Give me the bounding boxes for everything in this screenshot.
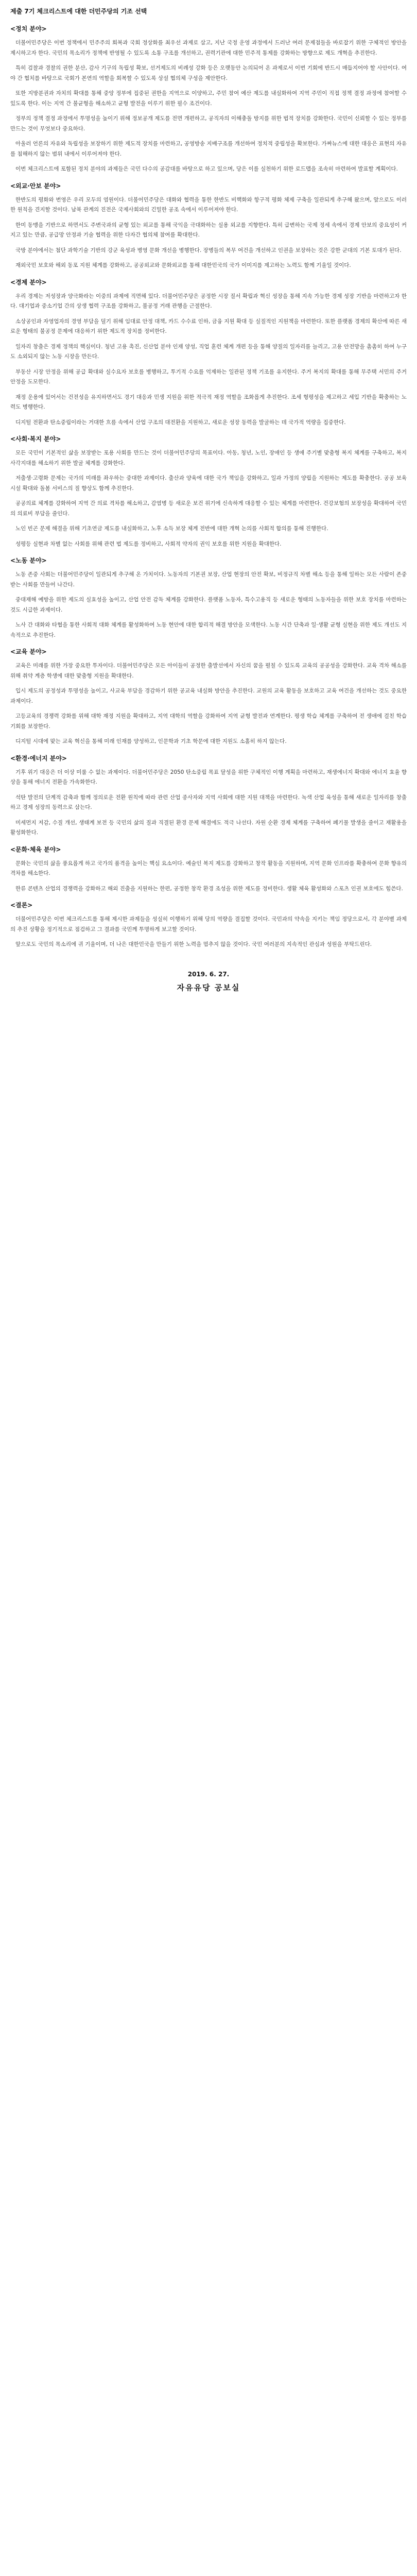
body-paragraph: 입시 제도의 공정성과 투명성을 높이고, 사교육 부담을 경감하기 위한 공교육 내실화 방안을 추진한다. 교원의 교육 활동을 보호하고 교육 여건을 개선하는 것도 중요한 과제이다. (10, 688, 407, 704)
body-paragraph: 한미 동맹을 기반으로 하면서도 주변국과의 균형 있는 외교를 통해 국익을 극대화하는 실용 외교를 지향한다. 특히 급변하는 국제 정세 속에서 경제 안보의 중요성이 커지고 있는 만큼, 공급망 안정과 기술 협력을 위한 다자간 협의체 참여를 확대한다. (10, 222, 407, 238)
body-paragraph: 디지털 시대에 맞는 교육 혁신을 통해 미래 인재를 양성하고, 인문학과 기초 학문에 대한 지원도 소홀히 하지 않는다. (15, 738, 287, 744)
document-section (10, 435, 407, 549)
section-heading: <사회·복지 분야> (10, 435, 61, 443)
section-heading: <결론> (10, 902, 33, 909)
document-section (10, 648, 407, 747)
section-heading: <문화·체육 분야> (10, 845, 61, 853)
body-paragraph: 문화는 국민의 삶을 풍요롭게 하고 국가의 품격을 높이는 핵심 요소이다. 예술인 복지 제도를 강화하고 창작 활동을 지원하며, 지역 문화 인프라를 확충하여 문화 향유의 격차를 해소한다. (10, 860, 407, 876)
body-paragraph: 부동산 시장 안정을 위해 공급 확대와 실수요자 보호를 병행하고, 투기적 수요를 억제하는 일관된 정책 기조를 유지한다. 주거 복지의 확대를 통해 무주택 서민의 주거 안정을 도모한다. (10, 368, 407, 385)
body-paragraph: 석탄 발전의 단계적 감축과 함께 정의로운 전환 원칙에 따라 관련 산업 종사자와 지역 사회에 대한 지원 대책을 마련한다. 녹색 산업 육성을 통해 새로운 일자리를 창출하고 경제 성장의 동력으로 삼는다. (10, 794, 407, 810)
document-section (10, 182, 407, 271)
body-paragraph: 한반도의 평화와 번영은 우리 모두의 염원이다. 더불어민주당은 대화와 협력을 통한 한반도 비핵화와 항구적 평화 체제 구축을 일관되게 추구해 왔으며, 앞으로도 이러한 원칙을 견지할 것이다. 남북 관계의 진전은 국제사회와의 긴밀한 공조 속에서 이루어져야 한다. (10, 196, 407, 213)
document-section (10, 556, 407, 640)
body-paragraph: 공공의료 체계를 강화하여 지역 간 의료 격차를 해소하고, 감염병 등 새로운 보건 위기에 신속하게 대응할 수 있는 체계를 마련한다. 건강보험의 보장성을 확대하여 국민의 의료비 부담을 줄인다. (10, 500, 407, 517)
document-title: 제출 7기 체크리스트에 대한 더민주당의 기조 선택 (10, 8, 147, 15)
section-heading: <정치 분야> (10, 25, 47, 32)
footer-date: 2019. 6. 27. (187, 970, 230, 978)
document-body (10, 25, 407, 950)
section-heading: <교육 분야> (10, 648, 47, 655)
body-paragraph: 일자리 창출은 경제 정책의 핵심이다. 청년 고용 촉진, 신산업 분야 인재 양성, 직업 훈련 체계 개편 등을 통해 양질의 일자리를 늘리고, 고용 안전망을 촘촘히 하여 누구도 소외되지 않는 노동 시장을 만든다. (10, 343, 407, 360)
document-footer (10, 971, 407, 993)
body-paragraph: 한류 콘텐츠 산업의 경쟁력을 강화하고 해외 진출을 지원하는 한편, 공정한 창작 환경 조성을 위한 제도를 정비한다. 생활 체육 활성화와 스포츠 인권 보호에도 힘쓴다. (15, 885, 403, 892)
section-heading: <노동 분야> (10, 557, 47, 564)
body-paragraph: 소상공인과 자영업자의 경영 부담을 덜기 위해 임대료 안정 대책, 카드 수수료 인하, 금융 지원 확대 등 실질적인 지원책을 마련한다. 또한 플랫폼 경제의 확산에 따른 새로운 형태의 불공정 문제에 대응하기 위한 제도적 장치를 정비한다. (10, 318, 407, 334)
body-paragraph: 아울러 언론의 자유와 독립성을 보장하기 위한 제도적 장치를 마련하고, 공영방송 지배구조를 개선하여 정치적 중립성을 확보한다. 가짜뉴스에 대한 대응은 표현의 자유를 침해하지 않는 범위 내에서 이루어져야 한다. (10, 141, 407, 157)
body-paragraph: 더불어민주당은 이번 체크리스트를 통해 제시한 과제들을 성실히 이행하기 위해 당의 역량을 결집할 것이다. 국민과의 약속을 지키는 책임 정당으로서, 각 분야별 과제의 추진 상황을 정기적으로 점검하고 그 결과를 국민께 투명하게 보고할 것이다. (10, 916, 407, 933)
body-paragraph: 디지털 전환과 탄소중립이라는 거대한 흐름 속에서 산업 구조의 대전환을 지원하고, 새로운 성장 동력을 발굴하는 데 국가적 역량을 집중한다. (15, 419, 346, 426)
body-paragraph: 재정 운용에 있어서는 건전성을 유지하면서도 경기 대응과 민생 지원을 위한 적극적 재정 역할을 조화롭게 추진한다. 조세 형평성을 제고하고 세입 기반을 확충하는 노력도 병행한다. (10, 394, 407, 410)
document-section (10, 901, 407, 950)
footer-organization: 자유유당 공보실 (177, 982, 240, 992)
body-paragraph: 우리 경제는 저성장과 양극화라는 이중의 과제에 직면해 있다. 더불어민주당은 공정한 시장 질서 확립과 혁신 성장을 통해 지속 가능한 경제 성장 기반을 마련하고자 한다. 대기업과 중소기업 간의 상생 협력 구조를 강화하고, 불공정 거래 관행을 근절한다. (10, 293, 407, 309)
body-paragraph: 또한 지방분권과 자치의 확대를 통해 중앙 정부에 집중된 권한을 지역으로 이양하고, 주민 참여 예산 제도를 내실화하여 지역 주민이 직접 정책 결정 과정에 참여할 수 있도록 한다. 이는 지역 간 불균형을 해소하고 균형 발전을 이루기 위한 필수 조건이다. (10, 90, 407, 107)
body-paragraph: 모든 국민이 기본적인 삶을 보장받는 포용 사회를 만드는 것이 더불어민주당의 목표이다. 아동, 청년, 노인, 장애인 등 생애 주기별 맞춤형 복지 체계를 구축하고, 복지 사각지대를 해소하기 위한 발굴 체계를 강화한다. (10, 450, 407, 466)
document-section (10, 754, 407, 838)
section-heading: <외교·안보 분야> (10, 182, 61, 190)
body-paragraph: 기후 위기 대응은 더 이상 미룰 수 없는 과제이다. 더불어민주당은 2050 탄소중립 목표 달성을 위한 구체적인 이행 계획을 마련하고, 재생에너지 확대와 에너지 효율 향상을 통해 에너지 전환을 가속화한다. (10, 769, 407, 785)
body-paragraph: 교육은 미래를 위한 가장 중요한 투자이다. 더불어민주당은 모든 아이들이 공정한 출발선에서 자신의 꿈을 펼칠 수 있도록 교육의 공공성을 강화한다. 교육 격차 해소를 위해 취약 계층 학생에 대한 맞춤형 지원을 확대한다. (10, 663, 407, 679)
body-paragraph: 성평등 실현과 차별 없는 사회를 위해 관련 법 제도를 정비하고, 사회적 약자의 권익 보호를 위한 지원을 확대한다. (15, 540, 282, 547)
body-paragraph: 앞으로도 국민의 목소리에 귀 기울이며, 더 나은 대한민국을 만들기 위한 노력을 멈추지 않을 것이다. 국민 여러분의 지속적인 관심과 성원을 부탁드린다. (15, 941, 372, 947)
section-heading: <경제 분야> (10, 278, 47, 286)
body-paragraph: 중대재해 예방을 위한 제도의 실효성을 높이고, 산업 안전 감독 체계를 강화한다. 플랫폼 노동자, 특수고용직 등 새로운 형태의 노동자들을 위한 보호 장치를 마련하는 것도 시급한 과제이다. (10, 597, 407, 613)
body-paragraph: 재외국민 보호와 해외 동포 지원 체계를 강화하고, 공공외교와 문화외교를 통해 대한민국의 국가 이미지를 제고하는 노력도 함께 기울일 것이다. (15, 262, 351, 268)
body-paragraph: 노사 간 대화와 타협을 통한 사회적 대화 체계를 활성화하여 노동 현안에 대한 합리적 해결 방안을 모색한다. 노동 시간 단축과 일·생활 균형 실현을 위한 제도 개선도 지속적으로 추진한다. (10, 622, 407, 638)
document-section (10, 278, 407, 428)
document-page (0, 0, 417, 993)
body-paragraph: 특히 검찰과 경찰의 권한 분산, 감사 기구의 독립성 확보, 선거제도의 비례성 강화 등은 오랫동안 논의되어 온 과제로서 이번 기회에 반드시 매듭지어야 할 사안이다. 여야 간 협치를 바탕으로 국회가 본연의 역할을 회복할 수 있도록 상설 협의체 구성을 제안한다. (10, 65, 407, 81)
document-section (10, 845, 407, 894)
section-heading: <환경·에너지 분야> (10, 754, 67, 762)
body-paragraph: 미세먼지 저감, 수질 개선, 생태계 보전 등 국민의 삶의 질과 직결된 환경 문제 해결에도 적극 나선다. 자원 순환 경제 체계를 구축하여 폐기물 발생을 줄이고 재활용을 활성화한다. (10, 819, 407, 836)
body-paragraph: 고등교육의 경쟁력 강화를 위해 대학 재정 지원을 확대하고, 지역 대학의 역할을 강화하여 지역 균형 발전과 연계한다. 평생 학습 체계를 구축하여 전 생애에 걸친 학습 기회를 보장한다. (10, 713, 407, 730)
document-section (10, 25, 407, 175)
body-paragraph: 국방 분야에서는 첨단 과학기술 기반의 강군 육성과 병영 문화 개선을 병행한다. 장병들의 복무 여건을 개선하고 인권을 보장하는 것은 강한 군대의 기본 토대가 된다. (15, 247, 402, 253)
body-paragraph: 노인 빈곤 문제 해결을 위해 기초연금 제도를 내실화하고, 노후 소득 보장 체계 전반에 대한 개혁 논의를 사회적 합의를 통해 진행한다. (15, 526, 328, 532)
body-paragraph: 이번 체크리스트에 포함된 정치 분야의 과제들은 국민 다수의 공감대를 바탕으로 하고 있으며, 당은 이를 실천하기 위한 로드맵을 조속히 마련하여 발표할 계획이다. (15, 166, 398, 172)
body-paragraph: 더불어민주당은 이번 정책에서 민주주의 회복과 국회 정상화를 최우선 과제로 삼고, 지난 국정 운영 과정에서 드러난 여러 문제점들을 바로잡기 위한 구체적인 방안을 제시하고자 한다. 국민의 목소리가 정책에 반영될 수 있도록 소통 구조를 개선하고, 권력기관에 대한 민주적 통제를 강화하는 방향으로 제도 개혁을 추진한다. (10, 40, 407, 56)
body-paragraph: 노동 존중 사회는 더불어민주당이 일관되게 추구해 온 가치이다. 노동자의 기본권 보장, 산업 현장의 안전 확보, 비정규직 차별 해소 등을 통해 일하는 모든 사람이 존중받는 사회를 만들어 나간다. (10, 571, 407, 588)
body-paragraph: 저출생·고령화 문제는 국가의 미래를 좌우하는 중대한 과제이다. 출산과 양육에 대한 국가 책임을 강화하고, 일과 가정의 양립을 지원하는 제도를 확충한다. 공공 보육 시설 확대와 돌봄 서비스의 질 향상도 함께 추진한다. (10, 475, 407, 492)
body-paragraph: 정부의 정책 결정 과정에서 투명성을 높이기 위해 정보공개 제도를 전면 개편하고, 공직자의 이해충돌 방지를 위한 법적 장치를 강화한다. 국민이 신뢰할 수 있는 정부를 만드는 것이 무엇보다 중요하다. (10, 115, 407, 132)
